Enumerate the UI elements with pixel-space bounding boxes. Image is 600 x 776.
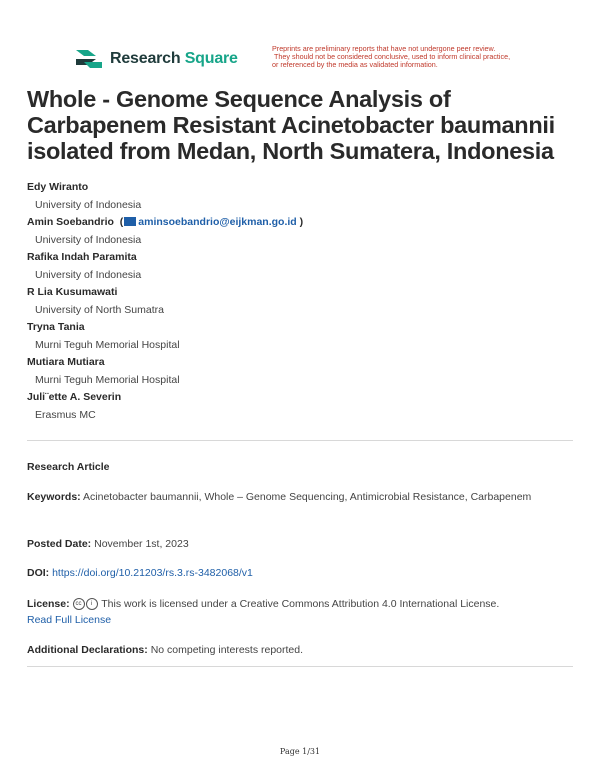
author-affiliation: University of Indonesia: [35, 234, 142, 246]
posted-date-value: November 1st, 2023: [94, 538, 189, 550]
posted-date: [27, 536, 573, 552]
divider: [27, 440, 573, 441]
author-name: R Lia Kusumawati: [27, 286, 118, 298]
brand-name: Research Square: [110, 50, 238, 67]
author-name: Amin Soebandrio ( aminsoebandrio@eijkman.go.id ): [27, 216, 304, 228]
author-email-link[interactable]: aminsoebandrio@eijkman.go.id: [138, 216, 297, 228]
author-affiliation: Murni Teguh Memorial Hospital: [35, 339, 180, 351]
author-entry: [27, 319, 577, 354]
doi: [27, 565, 573, 581]
posted-date-label: Posted Date:: [27, 538, 92, 550]
author-list: [27, 179, 577, 424]
doi-link[interactable]: https://doi.org/10.21203/rs.3.rs-3482068/v1: [52, 567, 253, 579]
license-text: This work is licensed under a Creative Commons Attribution 4.0 International License.: [101, 598, 500, 610]
author-affiliation: Erasmus MC: [35, 409, 96, 421]
keywords-value: Acinetobacter baumannii, Whole – Genome Sequencing, Antimicrobial Resistance, Carbapenem: [83, 491, 532, 503]
read-full-license-link[interactable]: Read Full License: [27, 614, 112, 626]
brand-logo[interactable]: [74, 46, 238, 72]
creative-commons-icon: cc: [73, 598, 85, 610]
author-entry: [27, 214, 577, 249]
declarations-label: Additional Declarations:: [27, 644, 148, 656]
keywords-label: Keywords:: [27, 491, 81, 503]
notice-line: Preprints are preliminary reports that have not undergone peer review.: [272, 44, 496, 53]
author-entry: [27, 389, 577, 424]
author-entry: [27, 284, 577, 319]
author-name: Juli¨ette A. Severin: [27, 391, 122, 403]
divider: [27, 666, 573, 667]
author-affiliation: University of Indonesia: [35, 269, 142, 281]
author-entry: [27, 249, 577, 284]
author-affiliation: University of Indonesia: [35, 199, 142, 211]
doi-label: DOI:: [27, 567, 50, 579]
research-square-logo-icon: [74, 46, 104, 72]
notice-line: or referenced by the media as validated information.: [272, 60, 438, 69]
license-label: License:: [27, 598, 70, 610]
keywords: [27, 489, 573, 505]
author-affiliation: Murni Teguh Memorial Hospital: [35, 374, 180, 386]
preprint-notice: [272, 45, 542, 69]
additional-declarations: [27, 642, 573, 658]
author-name: Mutiara Mutiara: [27, 356, 105, 368]
author-affiliation: University of North Sumatra: [35, 304, 164, 316]
paper-title: Whole - Genome Sequence Analysis of Carbapenem Resistant Acinetobacter baumannii isolated from Medan, North Sumatera, Indonesia: [27, 86, 555, 164]
declarations-value: No competing interests reported.: [150, 644, 304, 656]
author-name: Edy Wiranto: [27, 181, 89, 193]
notice-line: They should not be considered conclusive, used to inform clinical practice,: [274, 52, 511, 61]
author-entry: [27, 354, 577, 389]
author-name: Rafika Indah Paramita: [27, 251, 137, 263]
article-type: Research Article: [27, 461, 110, 473]
envelope-icon: [124, 217, 136, 226]
license: [27, 596, 573, 628]
author-entry: [27, 179, 577, 214]
author-name: Tryna Tania: [27, 321, 85, 333]
page-number: Page 1/31: [279, 747, 321, 756]
attribution-icon: i: [86, 598, 98, 610]
